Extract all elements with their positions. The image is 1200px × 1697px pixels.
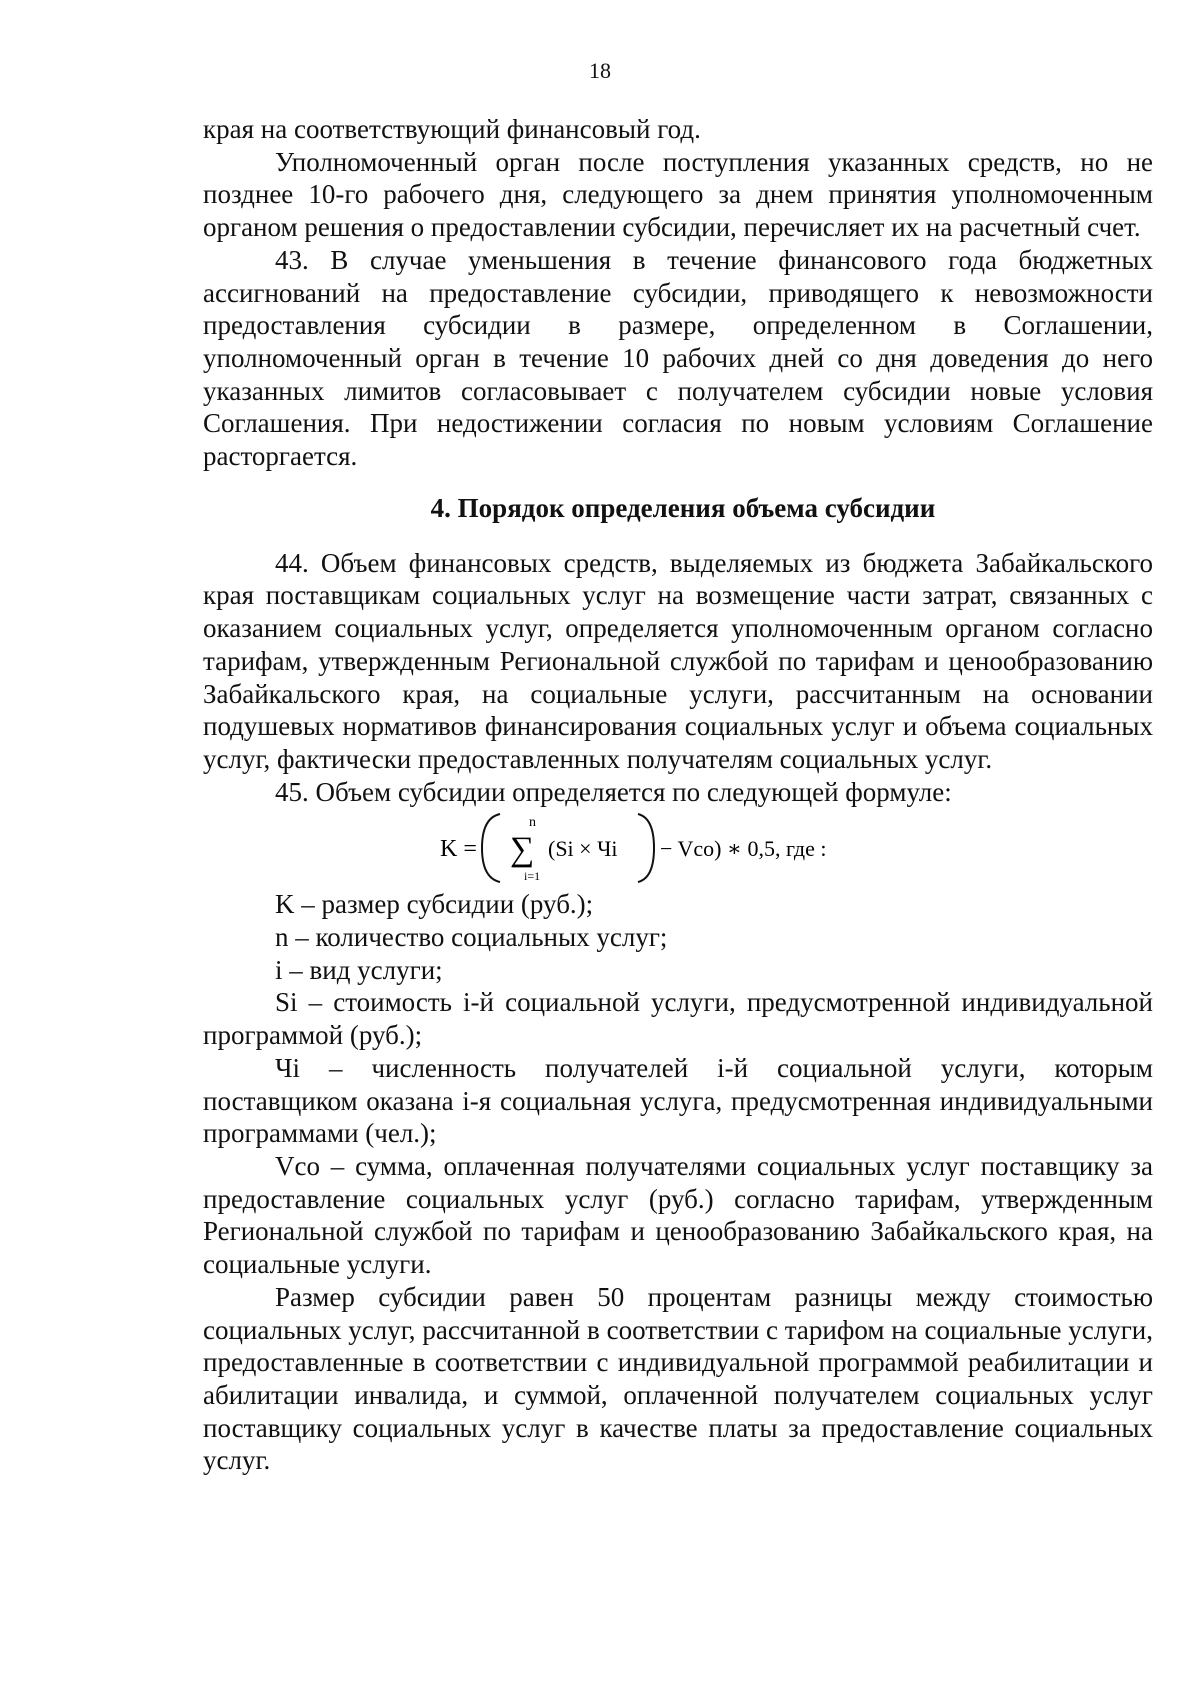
sigma-symbol: ∑ (510, 831, 535, 869)
subsidy-formula (203, 808, 1153, 888)
formula-rest: − Vco) ∗ 0,5, где : (660, 836, 827, 862)
definition-k: K – размер субсидии (руб.); (275, 889, 594, 920)
definition-chi: Чi – численность получателей i-й социальной услуги, которым поставщиком оказана i-я социальная услуга, предусмотренная индивидуальными программами (чел.); (203, 1052, 1153, 1149)
section-heading: 4. Порядок определения объема субсидии (430, 492, 936, 523)
document-body (203, 113, 1153, 1477)
definition-i: i – вид услуги; (275, 954, 443, 985)
sum-body: (Si × Чi (548, 836, 618, 862)
formula-graphic (440, 808, 900, 888)
paragraph-45: 45. Объем субсидии определяется по следующей формуле: (275, 776, 952, 807)
paragraph-final: Размер субсидии равен 50 процентам разницы между стоимостью социальных услуг, рассчитанной в соответствии с тарифом на социальные услуги, предоставленные в соответствии с индивидуальной программой реабилитации и абилитации инвалида, и суммой, оплаченной получателем социальных услуг поставщику социальных услуг в качестве платы за предоставление социальных услуг. (203, 1281, 1153, 1476)
paragraph-44: 44. Объем финансовых средств, выделяемых из бюджета Забайкальского края поставщикам социальных услуг на возмещение части затрат, связанных с оказанием социальных услуг, определяется уполномоченным органом согласно тарифам, утвержденным Региональной службой по тарифам и ценообразованию Забайкальского края, на социальные услуги, рассчитанным на основании подушевых нормативов финансирования социальных услуг и объема социальных услуг, фактически предоставленных получателям социальных услуг. (203, 547, 1153, 774)
paragraph-continuation: края на соответствующий финансовый год. (203, 114, 701, 144)
definition-si: Si – стоимость i-й социальной услуги, предусмотренной индивидуальной программой (руб.); (203, 987, 1153, 1051)
sum-lower-limit: i=1 (524, 869, 541, 884)
paragraph-transfer: Уполномоченный орган после поступления указанных средств, но не позднее 10-го рабочего дня, следующего за днем принятия уполномоченным органом решения о предоставлении субсидии, перечисляет их на расчетный счет. (203, 146, 1153, 243)
definition-n: n – количество социальных услуг; (275, 922, 668, 953)
paragraph-43: 43. В случае уменьшения в течение финансового года бюджетных ассигнований на предоставление субсидии, приводящего к невозможности предоставления субсидии в размере, определенном в Соглашении, уполномоченный орган в течение 10 рабочих дней со дня доведения до него указанных лимитов согласовывает с получателем субсидии новые условия Соглашения. При недостижении согласия по новым условиям Соглашение расторгается. (203, 244, 1153, 472)
right-paren (638, 814, 654, 882)
page-number: 18 (589, 58, 611, 83)
sum-upper-limit: n (529, 815, 536, 831)
formula-lhs: K = (440, 836, 477, 863)
left-paren (482, 814, 500, 882)
definition-vco: Vco – сумма, оплаченная получателями социальных услуг поставщику за предоставление социальных услуг (руб.) согласно тарифам, утвержденным Региональной службой по тарифам и ценообразованию Забайкальского края, на социальные услуги. (203, 1150, 1153, 1280)
